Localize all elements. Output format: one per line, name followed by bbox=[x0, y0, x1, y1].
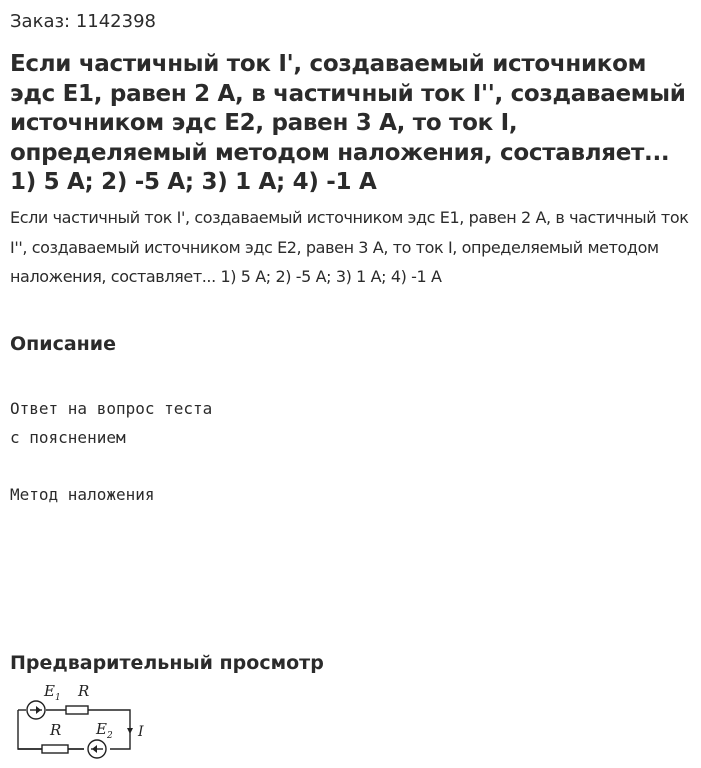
source-e2-icon bbox=[88, 740, 106, 758]
label-r-top: R bbox=[78, 682, 90, 700]
circuit-preview-image bbox=[12, 676, 152, 768]
label-e1-sub: 1 bbox=[55, 693, 61, 703]
description-line-1: Ответ на вопрос теста bbox=[10, 399, 213, 418]
description-line-2: с пояснением bbox=[10, 428, 126, 447]
order-number: Заказ: 1142398 bbox=[10, 11, 156, 32]
label-e1: E bbox=[44, 682, 55, 700]
label-e2-sub: 2 bbox=[107, 731, 113, 741]
label-e2: E bbox=[96, 720, 107, 738]
description-line-3: Метод наложения bbox=[10, 485, 155, 504]
preview-heading: Предварительный просмотр bbox=[10, 652, 324, 674]
question-title: Если частичный ток I', создаваемый источником эдс E1, равен 2 А, в частичный ток I'', создаваемый источником эдс E2, равен 3 А, то ток I, определяемый методом наложения, составляет... 1) 5 А; 2) -5 А; 3) 1 А; 4) -1 А bbox=[10, 51, 686, 195]
current-arrow-icon bbox=[127, 728, 133, 734]
label-i: I bbox=[138, 724, 144, 740]
resistor-top-icon bbox=[66, 706, 88, 714]
label-r-mid: R bbox=[50, 721, 62, 739]
description-heading: Описание bbox=[10, 333, 117, 355]
resistor-mid-icon bbox=[42, 745, 68, 753]
source-e1-icon bbox=[27, 701, 45, 719]
question-text: Если частичный ток I', создаваемый источником эдс E1, равен 2 А, в частичный ток I'', создаваемый источником эдс E2, равен 3 А, то ток I, определяемый методом наложения, составляет... 1) 5 А; 2) -5 А; 3) 1 А; 4) -1 А bbox=[10, 208, 689, 286]
